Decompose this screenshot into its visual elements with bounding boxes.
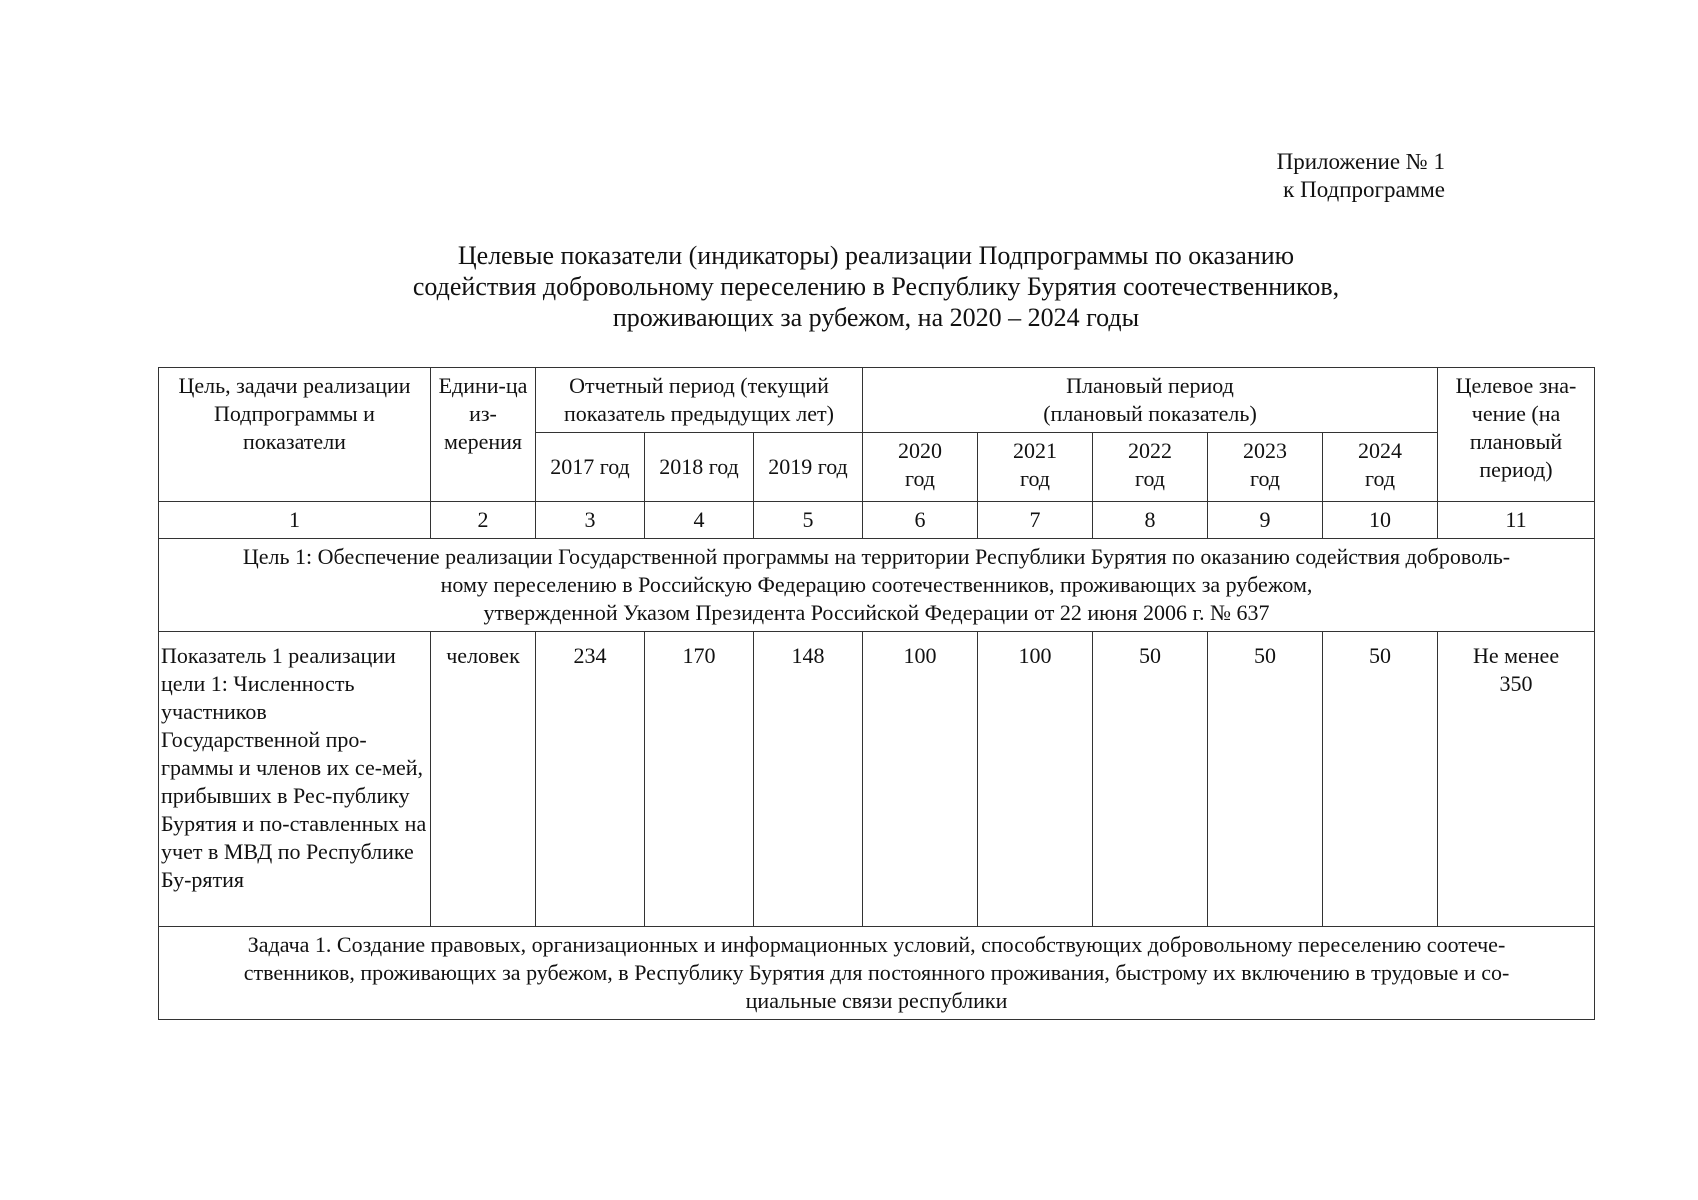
header-year: 2020 год: [863, 433, 978, 502]
indicator-1-value: 100: [863, 632, 978, 927]
indicator-1-value: 148: [754, 632, 863, 927]
goal-1-line-3: утвержденной Указом Президента Российской Федерации от 22 июня 2006 г. № 637: [483, 600, 1270, 625]
task-1-line-3: циальные связи республики: [745, 988, 1008, 1013]
annex-subprogram: к Подпрограмме: [1283, 177, 1445, 202]
task-1-line-1: Задача 1. Создание правовых, организационных и информационных условий, способствующих добровольному переселению соотече-: [247, 932, 1506, 957]
header-reporting-period: Отчетный период (текущий показатель предыдущих лет): [536, 368, 863, 433]
header-year: 2024 год: [1323, 433, 1438, 502]
column-number: 3: [536, 502, 645, 539]
goal-1-line-1: Цель 1: Обеспечение реализации Государственной программы на территории Республики Бурятия по оказанию содействия доброволь-: [242, 544, 1511, 569]
column-number: 9: [1208, 502, 1323, 539]
header-year: 2023 год: [1208, 433, 1323, 502]
planned-period-title: Плановый период: [1066, 373, 1234, 398]
indicators-table: [158, 367, 1595, 1020]
indicator-1-value: 50: [1323, 632, 1438, 927]
column-number: 4: [645, 502, 754, 539]
column-number: 5: [754, 502, 863, 539]
header-year: 2018 год: [645, 433, 754, 502]
header-year: 2022 год: [1093, 433, 1208, 502]
column-numbers-row: [159, 502, 1595, 539]
indicator-1-row: [159, 632, 1595, 927]
title-line-1: Целевые показатели (индикаторы) реализации Подпрограммы по оказанию: [457, 241, 1295, 270]
column-number: 11: [1438, 502, 1595, 539]
header-row-1: [159, 368, 1595, 433]
column-number: 1: [159, 502, 431, 539]
header-planned-period: [863, 368, 1438, 433]
indicator-1-value: 50: [1208, 632, 1323, 927]
column-number: 2: [431, 502, 536, 539]
title-line-2: содействия добровольному переселению в Республику Бурятия соотечественников,: [412, 272, 1340, 301]
annex-number: Приложение № 1: [1276, 149, 1445, 174]
column-number: 7: [978, 502, 1093, 539]
header-target: Целевое зна-чение (на плановый период): [1438, 368, 1595, 502]
column-number: 8: [1093, 502, 1208, 539]
header-year: 2021 год: [978, 433, 1093, 502]
task-1-text: [159, 927, 1595, 1020]
header-goal: Цель, задачи реализации Подпрограммы и показатели: [159, 368, 431, 502]
column-number: 6: [863, 502, 978, 539]
header-year: 2019 год: [754, 433, 863, 502]
header-unit: Едини-ца из-мерения: [431, 368, 536, 502]
indicator-1-value: 50: [1093, 632, 1208, 927]
planned-period-subtitle: (плановый показатель): [1043, 401, 1257, 426]
header-year: 2017 год: [536, 433, 645, 502]
title-line-3: проживающих за рубежом, на 2020 – 2024 годы: [612, 303, 1140, 332]
indicator-1-unit: человек: [431, 632, 536, 927]
document-title: [158, 240, 1594, 333]
annex-label: [1277, 148, 1445, 204]
indicator-1-value: 100: [978, 632, 1093, 927]
goal-1-row: [159, 539, 1595, 632]
task-1-line-2: ственников, проживающих за рубежом, в Республику Бурятия для постоянного проживания, быстрому их включению в трудовые и со-: [243, 960, 1510, 985]
goal-1-text: [159, 539, 1595, 632]
indicator-1-value: 234: [536, 632, 645, 927]
task-1-row: [159, 927, 1595, 1020]
indicator-1-value: 170: [645, 632, 754, 927]
indicator-1-target: Не менее 350: [1438, 632, 1595, 927]
column-number: 10: [1323, 502, 1438, 539]
indicator-1-name: Показатель 1 реализации цели 1: Численность участников Государственной про-граммы и членов их се-мей, прибывших в Рес-публику Бурятия и по-ставленных на учет в МВД по Республике Бу-рятия: [159, 632, 431, 927]
goal-1-line-2: ному переселению в Российскую Федерацию соотечественников, проживающих за рубежом,: [440, 572, 1313, 597]
